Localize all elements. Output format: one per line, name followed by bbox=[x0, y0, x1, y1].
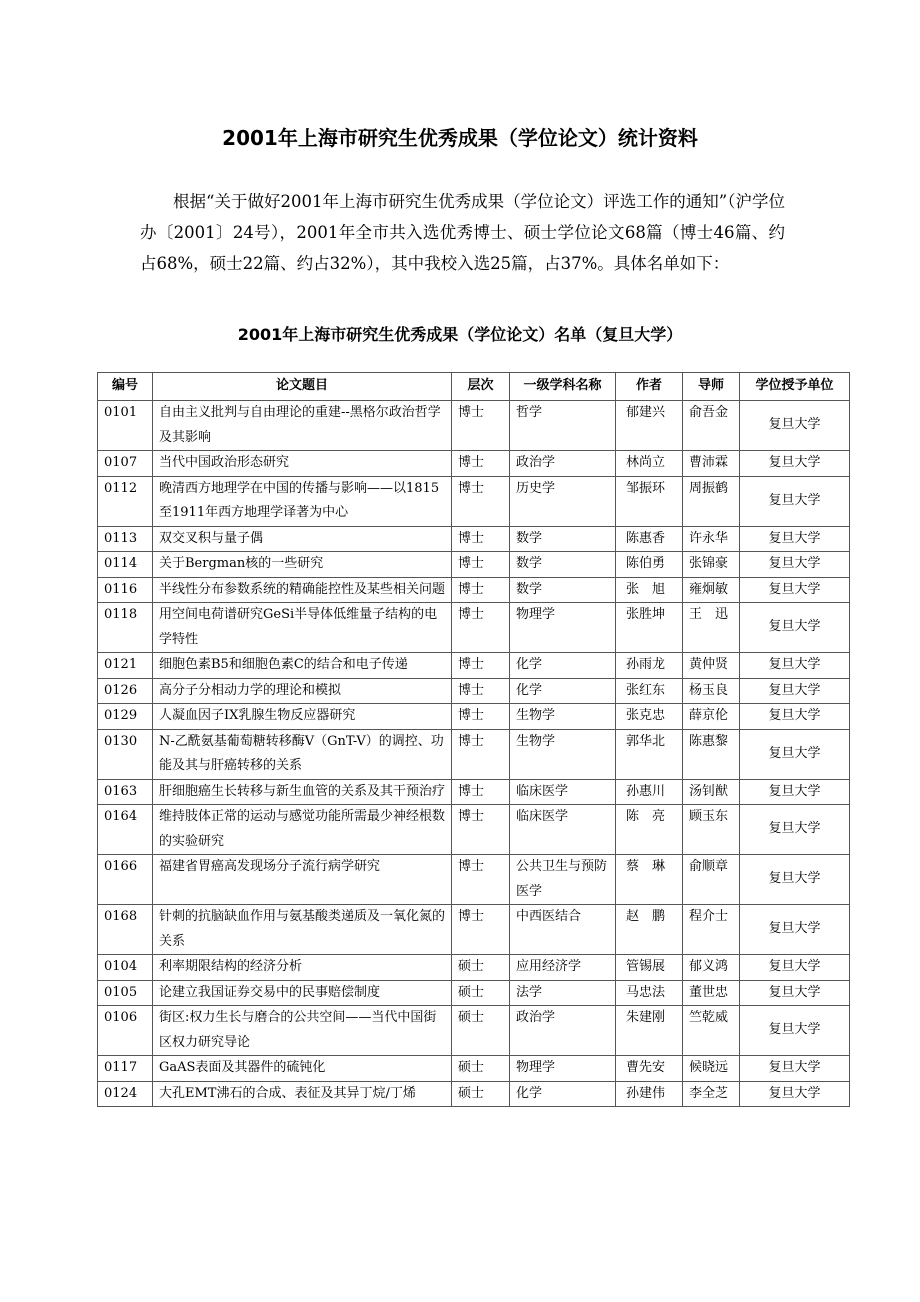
cell-author: 张 旭 bbox=[616, 577, 683, 603]
table-row bbox=[98, 401, 850, 451]
cell-level: 博士 bbox=[452, 552, 510, 578]
cell-advisor: 杨玉良 bbox=[683, 678, 740, 704]
cell-advisor: 俞吾金 bbox=[683, 401, 740, 451]
cell-discipline: 中西医结合 bbox=[510, 905, 616, 955]
cell-level: 博士 bbox=[452, 451, 510, 477]
cell-title: 利率期限结构的经济分析 bbox=[153, 955, 452, 981]
cell-level: 博士 bbox=[452, 476, 510, 526]
cell-id: 0118 bbox=[98, 603, 153, 653]
cell-author: 林尚立 bbox=[616, 451, 683, 477]
table-row bbox=[98, 905, 850, 955]
cell-unit: 复旦大学 bbox=[740, 980, 850, 1006]
cell-id: 0121 bbox=[98, 653, 153, 679]
table-row bbox=[98, 779, 850, 805]
cell-unit: 复旦大学 bbox=[740, 855, 850, 905]
cell-title: 肝细胞癌生长转移与新生血管的关系及其干预治疗 bbox=[153, 779, 452, 805]
cell-title: 街区:权力生长与磨合的公共空间——当代中国街区权力研究导论 bbox=[153, 1006, 452, 1056]
cell-id: 0166 bbox=[98, 855, 153, 905]
cell-discipline: 政治学 bbox=[510, 451, 616, 477]
cell-advisor: 候晓远 bbox=[683, 1056, 740, 1082]
cell-id: 0107 bbox=[98, 451, 153, 477]
cell-advisor: 张锦豪 bbox=[683, 552, 740, 578]
header-discipline: 一级学科名称 bbox=[510, 373, 616, 401]
table-row bbox=[98, 678, 850, 704]
cell-discipline: 哲学 bbox=[510, 401, 616, 451]
cell-level: 博士 bbox=[452, 678, 510, 704]
cell-unit: 复旦大学 bbox=[740, 476, 850, 526]
cell-level: 博士 bbox=[452, 401, 510, 451]
cell-unit: 复旦大学 bbox=[740, 955, 850, 981]
cell-unit: 复旦大学 bbox=[740, 779, 850, 805]
cell-level: 博士 bbox=[452, 729, 510, 779]
cell-advisor: 王 迅 bbox=[683, 603, 740, 653]
table-row bbox=[98, 1006, 850, 1056]
cell-unit: 复旦大学 bbox=[740, 1056, 850, 1082]
cell-id: 0163 bbox=[98, 779, 153, 805]
cell-id: 0117 bbox=[98, 1056, 153, 1082]
cell-author: 管锡展 bbox=[616, 955, 683, 981]
table-title: 2001年上海市研究生优秀成果（学位论文）名单（复旦大学） bbox=[237, 325, 683, 344]
cell-level: 博士 bbox=[452, 779, 510, 805]
cell-advisor: 曹沛霖 bbox=[683, 451, 740, 477]
cell-author: 赵 鹏 bbox=[616, 905, 683, 955]
cell-discipline: 法学 bbox=[510, 980, 616, 1006]
cell-level: 博士 bbox=[452, 603, 510, 653]
table-row bbox=[98, 955, 850, 981]
cell-discipline: 化学 bbox=[510, 653, 616, 679]
header-level: 层次 bbox=[452, 373, 510, 401]
table-row bbox=[98, 653, 850, 679]
cell-advisor: 程介士 bbox=[683, 905, 740, 955]
cell-unit: 复旦大学 bbox=[740, 678, 850, 704]
cell-author: 陈 亮 bbox=[616, 805, 683, 855]
cell-discipline: 政治学 bbox=[510, 1006, 616, 1056]
cell-author: 张克忠 bbox=[616, 704, 683, 730]
cell-level: 博士 bbox=[452, 805, 510, 855]
table-header-row bbox=[98, 373, 850, 401]
table-row bbox=[98, 552, 850, 578]
table-row bbox=[98, 1081, 850, 1107]
cell-level: 博士 bbox=[452, 855, 510, 905]
cell-title: 用空间电荷谱研究GeSi半导体低维量子结构的电学特性 bbox=[153, 603, 452, 653]
cell-title: 晚清西方地理学在中国的传播与影响——以1815至1911年西方地理学译著为中心 bbox=[153, 476, 452, 526]
cell-level: 博士 bbox=[452, 905, 510, 955]
cell-unit: 复旦大学 bbox=[740, 552, 850, 578]
cell-advisor: 俞顺章 bbox=[683, 855, 740, 905]
table-row bbox=[98, 476, 850, 526]
cell-discipline: 生物学 bbox=[510, 704, 616, 730]
cell-advisor: 黄仲贤 bbox=[683, 653, 740, 679]
cell-id: 0124 bbox=[98, 1081, 153, 1107]
cell-discipline: 数学 bbox=[510, 552, 616, 578]
cell-discipline: 临床医学 bbox=[510, 805, 616, 855]
cell-unit: 复旦大学 bbox=[740, 451, 850, 477]
cell-id: 0130 bbox=[98, 729, 153, 779]
cell-unit: 复旦大学 bbox=[740, 577, 850, 603]
cell-unit: 复旦大学 bbox=[740, 704, 850, 730]
header-advisor: 导师 bbox=[683, 373, 740, 401]
cell-level: 硕士 bbox=[452, 955, 510, 981]
cell-title: 细胞色素B5和细胞色素C的结合和电子传递 bbox=[153, 653, 452, 679]
cell-title: 维持肢体正常的运动与感觉功能所需最少神经根数的实验研究 bbox=[153, 805, 452, 855]
cell-discipline: 临床医学 bbox=[510, 779, 616, 805]
cell-advisor: 周振鹤 bbox=[683, 476, 740, 526]
cell-id: 0105 bbox=[98, 980, 153, 1006]
cell-author: 孙雨龙 bbox=[616, 653, 683, 679]
cell-author: 陈惠香 bbox=[616, 526, 683, 552]
header-author: 作者 bbox=[616, 373, 683, 401]
cell-title: 半线性分布参数系统的精确能控性及某些相关问题 bbox=[153, 577, 452, 603]
cell-title: 人凝血因子IX乳腺生物反应器研究 bbox=[153, 704, 452, 730]
cell-discipline: 应用经济学 bbox=[510, 955, 616, 981]
cell-discipline: 化学 bbox=[510, 678, 616, 704]
cell-level: 硕士 bbox=[452, 1006, 510, 1056]
cell-author: 蔡 琳 bbox=[616, 855, 683, 905]
cell-advisor: 许永华 bbox=[683, 526, 740, 552]
header-unit: 学位授予单位 bbox=[740, 373, 850, 401]
cell-id: 0114 bbox=[98, 552, 153, 578]
cell-discipline: 公共卫生与预防医学 bbox=[510, 855, 616, 905]
cell-unit: 复旦大学 bbox=[740, 729, 850, 779]
cell-title: 福建省胃癌高发现场分子流行病学研究 bbox=[153, 855, 452, 905]
cell-level: 博士 bbox=[452, 653, 510, 679]
table-row bbox=[98, 855, 850, 905]
cell-level: 硕士 bbox=[452, 980, 510, 1006]
cell-author: 曹先安 bbox=[616, 1056, 683, 1082]
table-row bbox=[98, 451, 850, 477]
cell-discipline: 化学 bbox=[510, 1081, 616, 1107]
cell-id: 0129 bbox=[98, 704, 153, 730]
cell-advisor: 董世忠 bbox=[683, 980, 740, 1006]
cell-author: 张红东 bbox=[616, 678, 683, 704]
cell-unit: 复旦大学 bbox=[740, 603, 850, 653]
table-row bbox=[98, 980, 850, 1006]
header-id: 编号 bbox=[98, 373, 153, 401]
cell-advisor: 陈惠黎 bbox=[683, 729, 740, 779]
cell-id: 0112 bbox=[98, 476, 153, 526]
cell-advisor: 雍炯敏 bbox=[683, 577, 740, 603]
table-row bbox=[98, 577, 850, 603]
table-row bbox=[98, 704, 850, 730]
cell-advisor: 竺乾威 bbox=[683, 1006, 740, 1056]
cell-title: 自由主义批判与自由理论的重建--黑格尔政治哲学及其影响 bbox=[153, 401, 452, 451]
table-row bbox=[98, 805, 850, 855]
cell-id: 0101 bbox=[98, 401, 153, 451]
table-row bbox=[98, 1056, 850, 1082]
cell-title: N-乙酰氨基葡萄糖转移酶V（GnT-V）的调控、功能及其与肝癌转移的关系 bbox=[153, 729, 452, 779]
cell-level: 博士 bbox=[452, 704, 510, 730]
cell-advisor: 汤钊猷 bbox=[683, 779, 740, 805]
cell-title: 当代中国政治形态研究 bbox=[153, 451, 452, 477]
cell-unit: 复旦大学 bbox=[740, 653, 850, 679]
cell-author: 郭华北 bbox=[616, 729, 683, 779]
document-title: 2001年上海市研究生优秀成果（学位论文）统计资料 bbox=[222, 126, 698, 150]
cell-title: 关于Bergman核的一些研究 bbox=[153, 552, 452, 578]
cell-author: 孙建伟 bbox=[616, 1081, 683, 1107]
table-row bbox=[98, 526, 850, 552]
cell-title: 双交叉积与量子偶 bbox=[153, 526, 452, 552]
cell-id: 0164 bbox=[98, 805, 153, 855]
cell-unit: 复旦大学 bbox=[740, 1081, 850, 1107]
cell-id: 0106 bbox=[98, 1006, 153, 1056]
cell-author: 陈伯勇 bbox=[616, 552, 683, 578]
cell-author: 邹振环 bbox=[616, 476, 683, 526]
cell-level: 硕士 bbox=[452, 1081, 510, 1107]
cell-title: 针刺的抗脑缺血作用与氨基酸类递质及一氧化氮的关系 bbox=[153, 905, 452, 955]
cell-discipline: 历史学 bbox=[510, 476, 616, 526]
cell-discipline: 生物学 bbox=[510, 729, 616, 779]
cell-title: 高分子分相动力学的理论和模拟 bbox=[153, 678, 452, 704]
cell-unit: 复旦大学 bbox=[740, 805, 850, 855]
cell-title: GaAS表面及其器件的硫钝化 bbox=[153, 1056, 452, 1082]
cell-discipline: 数学 bbox=[510, 526, 616, 552]
header-title: 论文题目 bbox=[153, 373, 452, 401]
cell-unit: 复旦大学 bbox=[740, 1006, 850, 1056]
cell-author: 孙惠川 bbox=[616, 779, 683, 805]
cell-unit: 复旦大学 bbox=[740, 905, 850, 955]
cell-author: 马忠法 bbox=[616, 980, 683, 1006]
cell-discipline: 物理学 bbox=[510, 603, 616, 653]
cell-id: 0116 bbox=[98, 577, 153, 603]
cell-id: 0104 bbox=[98, 955, 153, 981]
intro-paragraph: 根据“关于做好2001年上海市研究生优秀成果（学位论文）评选工作的通知”（沪学位办〔2001〕24号），2001年全市共入选优秀博士、硕士学位论文68篇（博士46篇、约占68%，硕士22篇、约占32%），其中我校入选25篇，占37%。具体名单如下： bbox=[140, 192, 785, 273]
cell-discipline: 数学 bbox=[510, 577, 616, 603]
cell-title: 大孔EMT沸石的合成、表征及其异丁烷/丁烯 bbox=[153, 1081, 452, 1107]
cell-id: 0113 bbox=[98, 526, 153, 552]
cell-level: 博士 bbox=[452, 526, 510, 552]
cell-id: 0168 bbox=[98, 905, 153, 955]
cell-title: 论建立我国证券交易中的民事赔偿制度 bbox=[153, 980, 452, 1006]
table-row bbox=[98, 603, 850, 653]
cell-level: 博士 bbox=[452, 577, 510, 603]
cell-advisor: 薛京伦 bbox=[683, 704, 740, 730]
cell-advisor: 李全芝 bbox=[683, 1081, 740, 1107]
cell-unit: 复旦大学 bbox=[740, 526, 850, 552]
cell-author: 张胜坤 bbox=[616, 603, 683, 653]
thesis-table bbox=[97, 372, 850, 1107]
cell-level: 硕士 bbox=[452, 1056, 510, 1082]
cell-author: 郁建兴 bbox=[616, 401, 683, 451]
cell-discipline: 物理学 bbox=[510, 1056, 616, 1082]
cell-advisor: 郁义鸿 bbox=[683, 955, 740, 981]
cell-author: 朱建刚 bbox=[616, 1006, 683, 1056]
cell-advisor: 顾玉东 bbox=[683, 805, 740, 855]
cell-unit: 复旦大学 bbox=[740, 401, 850, 451]
table-row bbox=[98, 729, 850, 779]
cell-id: 0126 bbox=[98, 678, 153, 704]
